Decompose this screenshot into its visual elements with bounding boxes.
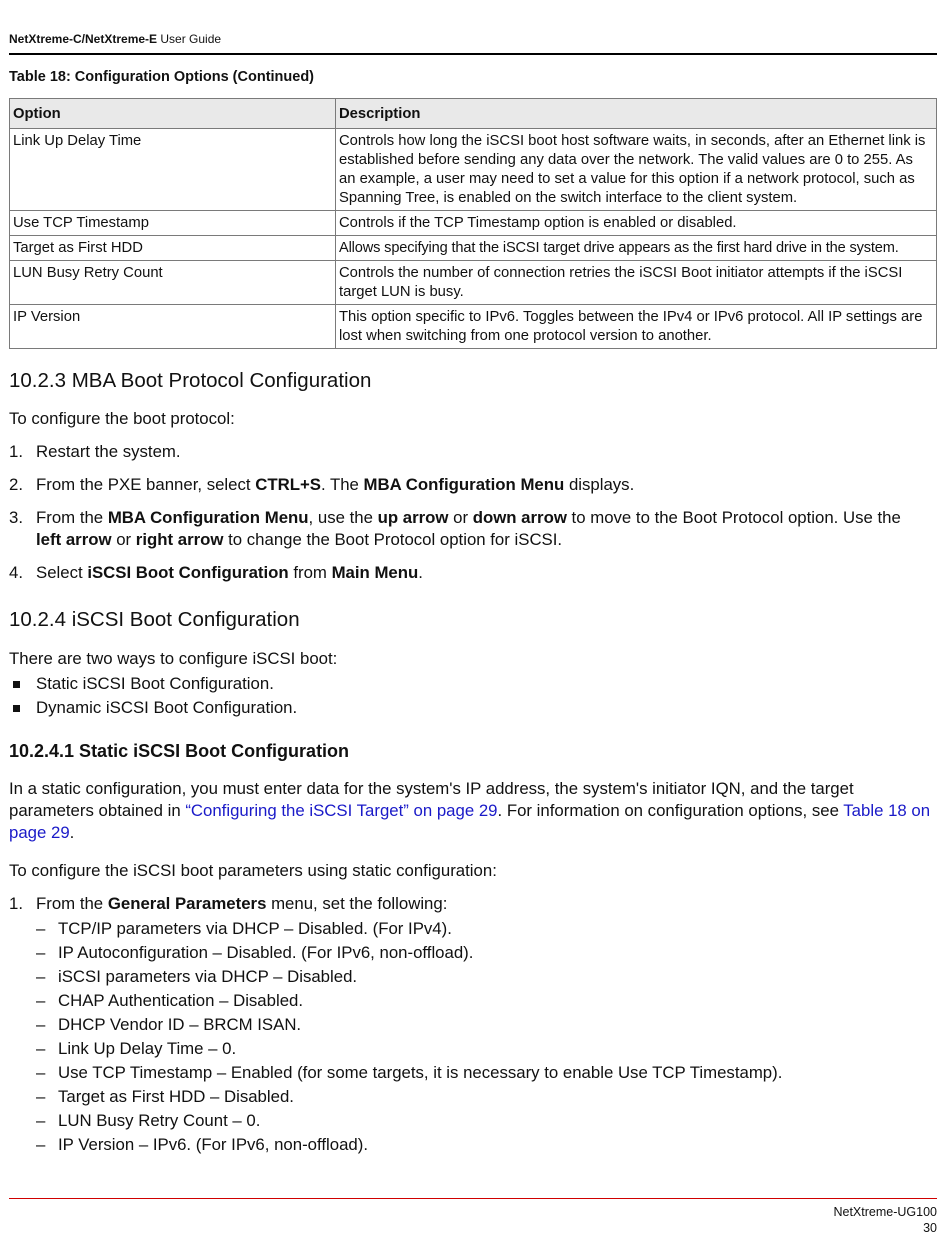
- step-number: 3.: [9, 508, 23, 527]
- column-header: Description: [336, 99, 937, 129]
- table-row: [10, 211, 937, 236]
- paragraph: In a static configuration, you must enter data for the system's IP address, the system's initiator IQN, and the target parameters obtained in “Configuring the iSCSI Target” on page 29. For information on configuration options, see Table 18 on page 29.: [9, 779, 931, 842]
- link-configuring-iscsi-target[interactable]: “Configuring the iSCSI Target” on page 29: [185, 801, 498, 820]
- paragraph: To configure the boot protocol:: [9, 409, 235, 428]
- step-text: From the General Parameters menu, set the following:: [36, 894, 448, 913]
- dash-marker: –: [36, 967, 46, 986]
- page-number: 30: [923, 1221, 937, 1235]
- option-cell: IP Version: [10, 305, 336, 349]
- option-cell: LUN Busy Retry Count: [10, 261, 336, 305]
- option-cell: Target as First HDD: [10, 236, 336, 261]
- dash-marker: –: [36, 1087, 46, 1106]
- configuration-options-table: [9, 98, 937, 349]
- step-text: Select iSCSI Boot Configuration from Main Menu.: [36, 563, 423, 582]
- description-cell: Controls if the TCP Timestamp option is enabled or disabled.: [336, 211, 937, 236]
- dash-marker: –: [36, 991, 46, 1010]
- dash-marker: –: [36, 1039, 46, 1058]
- option-cell: Use TCP Timestamp: [10, 211, 336, 236]
- step-number: 1.: [9, 442, 23, 461]
- section-heading-10-2-4: 10.2.4 iSCSI Boot Configuration: [9, 608, 300, 631]
- table-header-row: [10, 99, 937, 129]
- section-heading-10-2-3: 10.2.3 MBA Boot Protocol Configuration: [9, 369, 372, 392]
- paragraph: To configure the iSCSI boot parameters using static configuration:: [9, 861, 497, 880]
- step-number: 2.: [9, 475, 23, 494]
- dash-marker: –: [36, 919, 46, 938]
- table-caption: Table 18: Configuration Options (Continued): [9, 69, 315, 85]
- step-text: From the PXE banner, select CTRL+S. The MBA Configuration Menu displays.: [36, 475, 635, 494]
- dash-marker: –: [36, 943, 46, 962]
- option-cell: Link Up Delay Time: [10, 129, 336, 211]
- column-header: Option: [10, 99, 336, 129]
- step-text: Restart the system.: [36, 442, 181, 461]
- step-number: 4.: [9, 563, 23, 582]
- link-table-18[interactable]: Table 18 on page 29: [9, 801, 931, 842]
- description-cell: Allows specifying that the iSCSI target drive appears as the first hard drive in the system.: [336, 236, 937, 261]
- bullet-square-icon: [13, 705, 20, 712]
- dash-marker: –: [36, 1063, 46, 1082]
- description-cell: This option specific to IPv6. Toggles between the IPv4 or IPv6 protocol. All IP settings are lost when switching from one protocol version to another.: [336, 305, 937, 349]
- header-rule: [9, 53, 937, 55]
- table-row: [10, 236, 937, 261]
- step-text: From the MBA Configuration Menu, use the up arrow or down arrow to move to the Boot Protocol option. Use the left arrow or right arrow to change the Boot Protocol option for iSCSI.: [36, 508, 901, 549]
- table-row: [10, 261, 937, 305]
- footer-rule: [9, 1198, 937, 1199]
- dash-marker: –: [36, 1111, 46, 1130]
- footer-document-id: NetXtreme-UG100: [833, 1205, 937, 1219]
- description-cell: Controls the number of connection retries the iSCSI Boot initiator attempts if the iSCSI target LUN is busy.: [336, 261, 937, 305]
- paragraph: There are two ways to configure iSCSI boot:: [9, 649, 338, 668]
- table-row: [10, 305, 937, 349]
- running-header: NetXtreme-C/NetXtreme-E User Guide: [9, 32, 222, 46]
- description-cell: Controls how long the iSCSI boot host software waits, in seconds, after an Ethernet link is established before sending any data over the network. The valid values are 0 to 255. As an example, a user may need to set a value for this option if a network protocol, such as Spanning Tree, is enabled on the switch interface to the client system.: [336, 129, 937, 211]
- step-number: 1.: [9, 894, 23, 913]
- table-row: [10, 129, 937, 211]
- document-page: NetXtreme-C/NetXtreme-E User Guide Table 18: Configuration Options (Continued) Option Description Link Up Delay Time Controls how long the iSCSI boot host software waits, in seconds, after an Ethernet link is established before sending any data over the network. The valid values are 0 to 255. As an example, a user may need to set a value for this option if a network protocol, such as Spanning Tree, is enabled on the switch interface to the client system. Use TCP Timestamp Controls if the TCP Timestamp option is enabled or disabled. Target as First HDD Allows specifying that the iSCSI target drive appears as the first hard drive in the system. LUN Busy Retry Count Controls the number of connection retries the iSCSI Boot initiator attempts if the iSCSI target LUN is busy. IP Version This option specific to IPv6. Toggles between the IPv4 or IPv6 protocol. All IP settings are lost when switching from one protocol version to another. 10.2.3 MBA Boot Protocol Configuration To configure the boot protocol: 1. Restart the system. 2. From the PXE banner, select CTRL+S. The MBA Configuration Menu displays. 3. From the MBA Configuration Menu, use the up arrow or down arrow to move to the Boot Protocol option. Use the left arrow or right arrow to change the Boot Protocol option for iSCSI. 4. Select iSCSI Boot Configuration from Main Menu. 10.2.4 iSCSI Boot Configuration There are two ways to configure iSCSI boot: Static iSCSI Boot Configuration. Dynamic iSCSI Boot Configuration. 10.2.4.1 Static iSCSI Boot Configuration In a static configuration, you must enter data for the system's IP address, the system's initiator IQN, and the target parameters obtained in “Configuring the iSCSI Target” on page 29. For information on configuration options, see Table 18 on page 29. To configure the iSCSI boot parameters using static configuration: 1. From the General Parameters menu, set the following: – TCP/IP parameters via DHCP – Disabled. (For IPv4). – IP Autoconfiguration – Disabled. (For IPv6, non-offload). – iSCSI parameters via DHCP – Disabled. – CHAP Authentication – Disabled. – DHCP Vendor ID – BRCM ISAN. – Link Up Delay Time – 0. – Use TCP Timestamp – Enabled (for some targets, it is necessary to enable Use TCP Timestamp). – Target as First HDD – Disabled. – LUN Busy Retry Count – 0. – IP Version – IPv6. (For IPv6, non-offload). NetXtreme-UG100 30: [9, 32, 937, 1235]
- dash-marker: –: [36, 1015, 46, 1034]
- subsection-heading-10-2-4-1: 10.2.4.1 Static iSCSI Boot Configuration: [9, 741, 350, 761]
- bullet-square-icon: [13, 681, 20, 688]
- dash-marker: –: [36, 1135, 46, 1154]
